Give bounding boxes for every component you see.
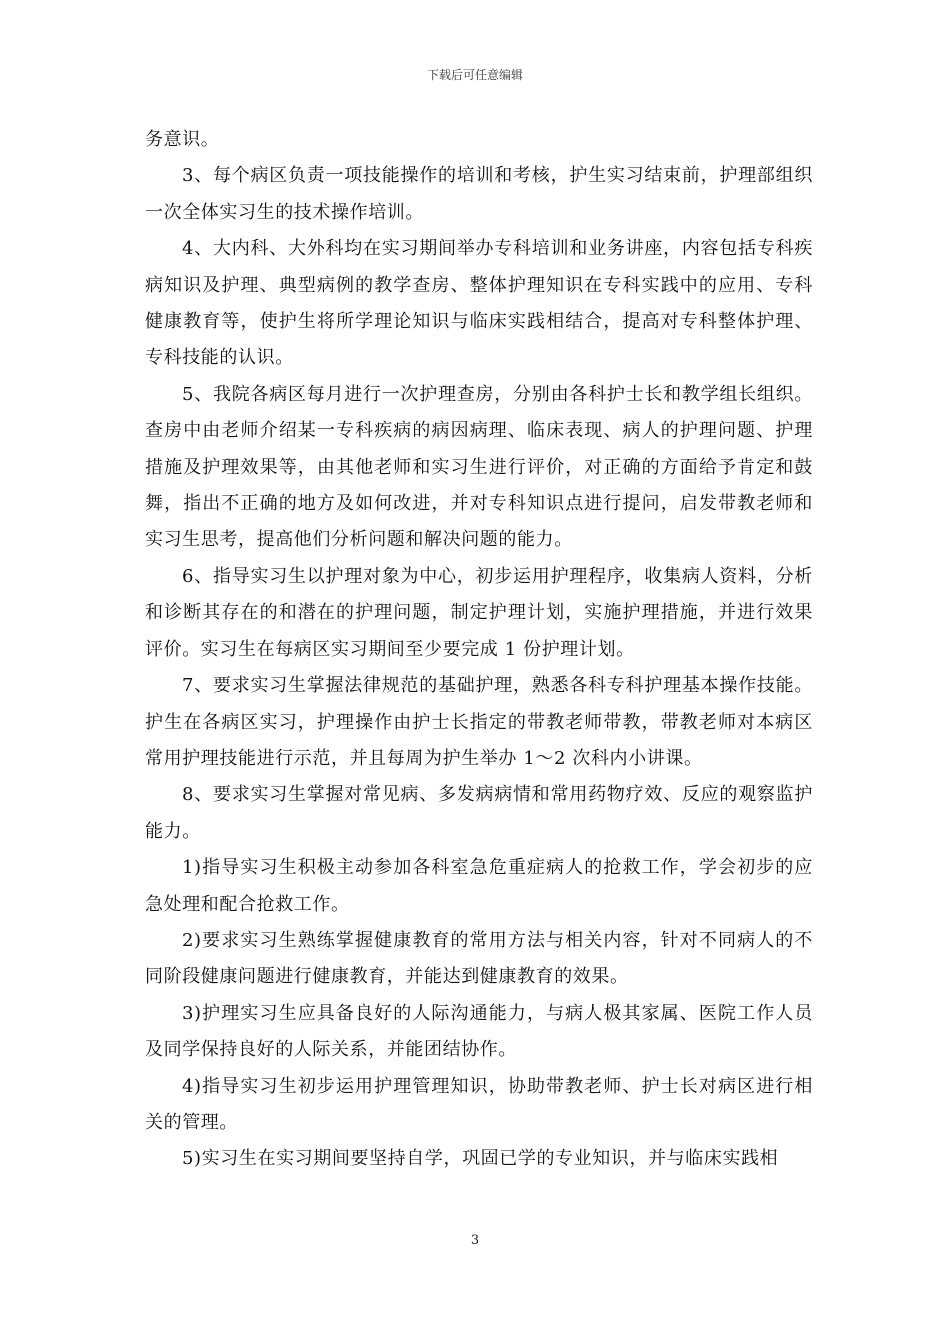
paragraph-item-6: 6、指导实习生以护理对象为中心，初步运用护理程序，收集病人资料，分析和诊断其存在的和潜在的护理问题，制定护理计划，实施护理措施，并进行效果评价。实习生在每病区实习期间至少要完成 1 份护理计划。 <box>145 565 813 660</box>
paragraph-continuation: 务意识。 <box>145 129 220 150</box>
paragraph-item-4: 4、大内科、大外科均在实习期间举办专科培训和业务讲座，内容包括专科疾病知识及护理、典型病例的教学查房、整体护理知识在专科实践中的应用、专科健康教育等，使护生将所学理论知识与临床实践相结合，提高对专科整体护理、专科技能的认识。 <box>145 238 813 369</box>
paragraph-subitem-1: 1)指导实习生积极主动参加各科室急危重症病人的抢救工作，学会初步的应急处理和配合抢救工作。 <box>145 857 813 915</box>
document-body <box>145 122 813 1178</box>
paragraph-item-5: 5、我院各病区每月进行一次护理查房，分别由各科护士长和教学组长组织。查房中由老师介绍某一专科疾病的病因病理、临床表现、病人的护理问题、护理措施及护理效果等，由其他老师和实习生进行评价，对正确的方面给予肯定和鼓舞，指出不正确的地方及如何改进，并对专科知识点进行提问，启发带教老师和实习生思考，提高他们分析问题和解决问题的能力。 <box>145 383 813 551</box>
page-header-note: 下载后可任意编辑 <box>426 68 523 82</box>
paragraph-item-7: 7、要求实习生掌握法律规范的基础护理，熟悉各科专科护理基本操作技能。护生在各病区实习，护理操作由护士长指定的带教老师带教，带教老师对本病区常用护理技能进行示范，并且每周为护生举办 1～2 次科内小讲课。 <box>145 675 813 769</box>
paragraph-subitem-3: 3)护理实习生应具备良好的人际沟通能力，与病人极其家属、医院工作人员及同学保持良好的人际关系，并能团结协作。 <box>145 1002 813 1061</box>
paragraph-item-8: 8、要求实习生掌握对常见病、多发病病情和常用药物疗效、反应的观察监护能力。 <box>145 784 813 842</box>
paragraph-subitem-2: 2)要求实习生熟练掌握健康教育的常用方法与相关内容，针对不同病人的不同阶段健康问题进行健康教育，并能达到健康教育的效果。 <box>145 929 813 988</box>
paragraph-subitem-5: 5)实习生在实习期间要坚持自学，巩固已学的专业知识，并与临床实践相 <box>182 1148 779 1170</box>
paragraph-subitem-4: 4)指导实习生初步运用护理管理知识，协助带教老师、护士长对病区进行相关的管理。 <box>145 1075 813 1133</box>
page-number: 3 <box>470 1233 480 1248</box>
paragraph-item-3: 3、每个病区负责一项技能操作的培训和考核，护生实习结束前，护理部组织一次全体实习生的技术操作培训。 <box>145 165 813 223</box>
